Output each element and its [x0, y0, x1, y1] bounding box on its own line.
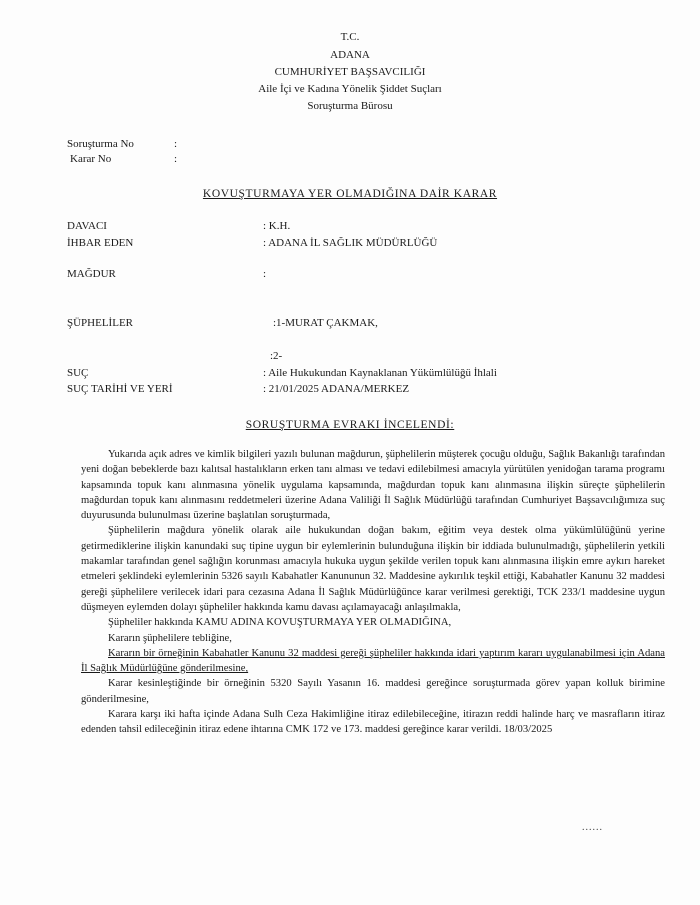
header-bureau: Soruşturma Bürosu — [307, 100, 393, 112]
paragraph-appeal: Karara karşı iki hafta içinde Adana Sulh Ceza Hakimliğine itiraz edilebileceğine, itirazın reddi halinde harç ve masrafların itiraz edenden tahsil edileceğinin itiraz edene ihtarına CMK 172 ve 173. maddesi gereğince karar verildi. 18/03/2025 — [81, 709, 665, 736]
suspect-1: :1-MURAT ÇAKMAK, — [273, 317, 378, 329]
investigation-no-label: Soruşturma No — [67, 138, 134, 150]
paragraph-verdict: Şüpheliler hakkında KAMU ADINA KOVUŞTURMAYA YER OLMADIĞINA, — [108, 617, 452, 629]
davaci-label: DAVACI — [67, 220, 107, 232]
ihbar-eden-label: İHBAR EDEN — [67, 237, 134, 249]
paragraph-reasoning: Şüphelilerin mağdura yönelik olarak aile hukukundan doğan bakım, eğitim veya destek olma yükümlülüğünü yerine getirmediklerine ilişkin kanundaki suç tipine uygun bir eylemlerinin bulunduğuna ilişkin bir iddiada bulunulmadığı, şüphelilerin yetkili makamlar tarafından genel sağlığın korunması amacıyla hukuka uygun şekilde verilen topuk kanı alınmasına ilişkin emre aykırı hareket etmeleri şeklindeki eylemlerinin 5326 sayılı Kabahatler Kanununun 32. Maddesine aykırılık teşkil ettiği, Kabahatler Kanunu 32 maddesi gereği şüphelilere verilecek idari para cezasına Adana İl Sağlık Müdürlüğünce karar verilmesi gerektiği, TCK 233/1 maddesine uygun düşmeyen eylemden dolayı şüpheliler hakkında kamu davası açılamayacağı anlaşılmakla, — [81, 525, 665, 613]
ihbar-eden-value: : ADANA İL SAĞLIK MÜDÜRLÜĞÜ — [263, 237, 438, 249]
suc-tarihi-value: : 21/01/2025 ADANA/MERKEZ — [263, 383, 410, 395]
suc-tarihi-label: SUÇ TARİHİ VE YERİ — [67, 383, 173, 395]
header-city: ADANA — [330, 49, 370, 61]
suspect-2: :2- — [270, 350, 283, 362]
header-division: Aile İçi ve Kadına Yönelik Şiddet Suçları — [258, 83, 442, 95]
decision-body — [81, 447, 665, 738]
paragraph-admin-sanction: Kararın bir örneğinin Kabahatler Kanunu 32 maddesi gereği şüpheliler hakkında idari yaptırım kararı uygulanabilmesi için Adana İl Sağlık Müdürlüğüne gönderilmesine, — [81, 647, 665, 675]
review-heading: SORUŞTURMA EVRAKI İNCELENDİ: — [245, 419, 455, 431]
suc-value: : Aile Hukukundan Kaynaklanan Yükümlülüğü İhlali — [263, 367, 497, 379]
header-tc: T.C. — [340, 31, 360, 43]
davaci-value: : K.H. — [263, 220, 291, 232]
paragraph-notification: Kararın şüphelilere tebliğine, — [108, 632, 232, 644]
paragraph-facts: Yukarıda açık adres ve kimlik bilgileri yazılı bulunan mağdurun, şüphelilerin müşterek çocuğu olduğu, Sağlık Bakanlığı tarafından yeni doğan bebeklerde bazı kalıtsal hastalıkların erken tanı alması ve tedavi edilebilmesi amacıyla yürütülen yenidoğan tarama programı kapsamında topuk kanı alınmasına yönelik uygulama kapsamında, mağdurdan topuk kanı alınmasına ilişkin süreçte şüphelilerin mağdurdan topuk kanı alınmasını reddetmeleri üzerine Adana Valiliği İl Sağlık Müdürlüğü tarafından Cumhuriyet Başsavcılığımıza suç duyurusunda bulunulması üzerine başlatılan soruşturmada, — [81, 449, 665, 522]
decision-no-label: Karar No — [70, 153, 112, 165]
supheliler-label: ŞÜPHELİLER — [67, 317, 133, 329]
paragraph-law-enforcement: Karar kesinleştiğinde bir örneğinin 5320 Sayılı Yasanın 16. maddesi gereğince soruşturmada görev yapan kolluk birimine gönderilmesine, — [81, 678, 665, 705]
magdur-label: MAĞDUR — [67, 268, 116, 280]
header-office: CUMHURİYET BAŞSAVCILIĞI — [274, 66, 426, 78]
magdur-value: : — [263, 268, 267, 280]
suc-label: SUÇ — [67, 367, 89, 379]
decision-no-colon: : — [174, 153, 178, 165]
signature-dots: ...... — [582, 822, 603, 833]
decision-title: KOVUŞTURMAYA YER OLMADIĞINA DAİR KARAR — [202, 188, 498, 200]
investigation-no-colon: : — [174, 138, 178, 150]
